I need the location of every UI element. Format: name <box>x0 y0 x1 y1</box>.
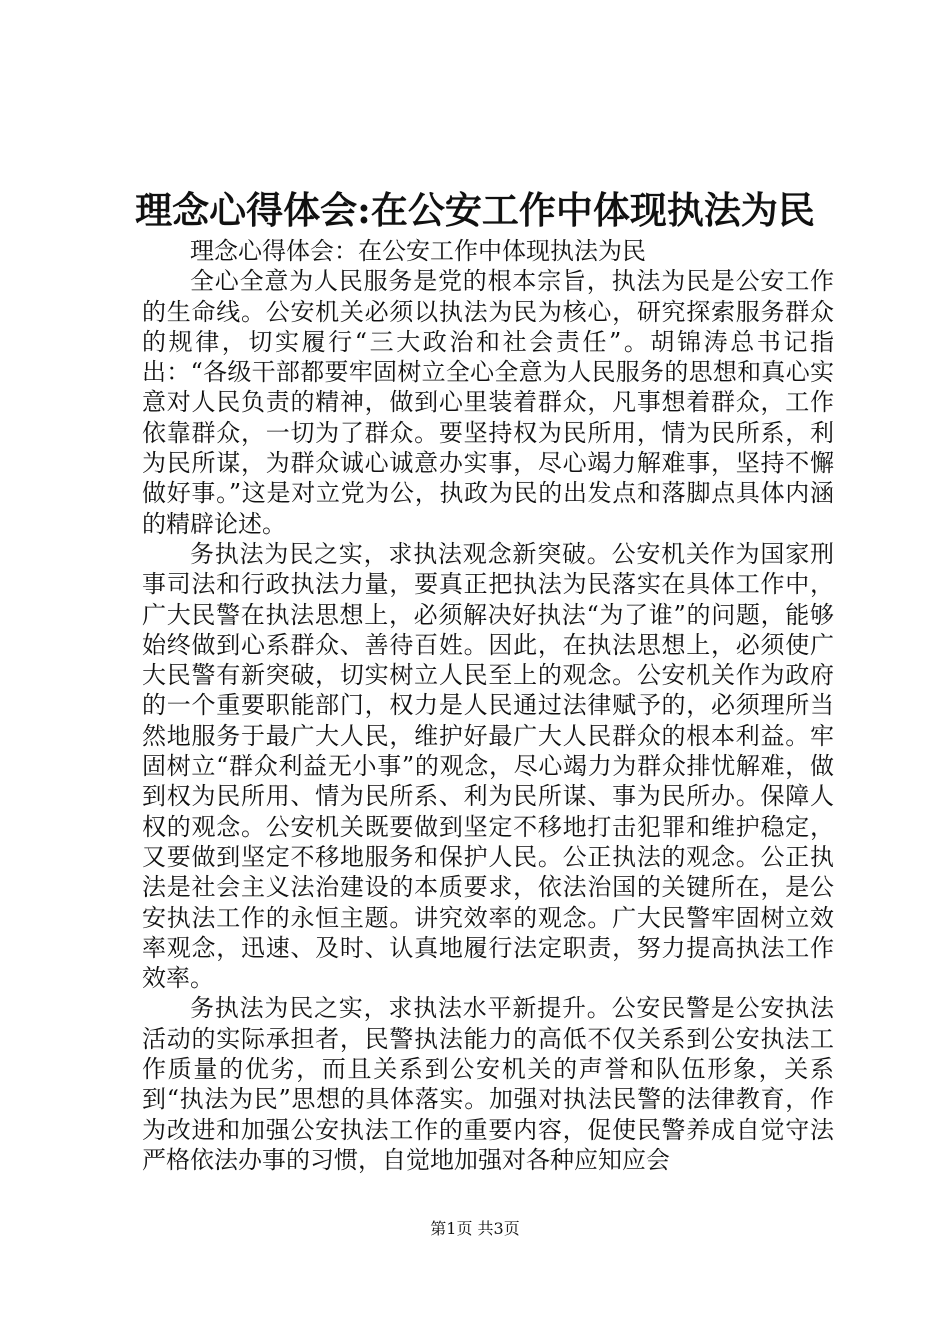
subtitle-paragraph: 理念心得体会：在公安工作中体现执法为民 <box>190 237 646 265</box>
document-title: 理念心得体会:在公安工作中体现执法为民 <box>135 188 815 232</box>
paragraph: 全心全意为人民服务是党的根本宗旨，执法为民是公安工作的生命线。公安机关必须以执法为民为核心，研究探索服务群众的规律，切实履行“三大政治和社会责任”。胡锦涛总书记指出：“各级干部都要牢固树立全心全意为人民服务的思想和真心实意对人民负责的精神，做到心里装着群众，凡事想着群众，工作依靠群众，一切为了群众。要坚持权为民所用，情为民所系，利为民所谋，为群众诚心诚意办实事，尽心竭力解难事，坚持不懈做好事。”这是对立党为公，执政为民的出发点和落脚点具体内涵的精辟论述。 <box>142 267 834 538</box>
paragraph: 务执法为民之实，求执法水平新提升。公安民警是公安执法活动的实际承担者，民警执法能力的高低不仅关系到公安执法工作质量的优劣，而且关系到公安机关的声誉和队伍形象，关系到“执法为民”思想的具体落实。加强对执法民警的法律教育，作为改进和加强公安执法工作的重要内容，促使民警养成自觉守法严格依法办事的习惯，自觉地加强对各种应知应会 <box>142 994 834 1174</box>
document-body <box>142 236 834 1175</box>
paragraph: 务执法为民之实，求执法观念新突破。公安机关作为国家刑事司法和行政执法力量，要真正把执法为民落实在具体工作中，广大民警在执法思想上，必须解决好执法“为了谁”的问题，能够始终做到心系群众、善待百姓。因此，在执法思想上，必须使广大民警有新突破，切实树立人民至上的观念。公安机关作为政府的一个重要职能部门，权力是人民通过法律赋予的，必须理所当然地服务于最广大人民，维护好最广大人民群众的根本利益。牢固树立“群众利益无小事”的观念，尽心竭力为群众排忧解难，做到权为民所用、情为民所系、利为民所谋、事为民所办。保障人权的观念。公安机关既要做到坚定不移地打击犯罪和维护稳定，又要做到坚定不移地服务和保护人民。公正执法的观念。公正执法是社会主义法治建设的本质要求，依法治国的关键所在，是公安执法工作的永恒主题。讲究效率的观念。广大民警牢固树立效率观念，迅速、及时、认真地履行法定职责，努力提高执法工作效率。 <box>142 539 834 993</box>
page-number-footer: 第1页 共3页 <box>430 1219 520 1238</box>
